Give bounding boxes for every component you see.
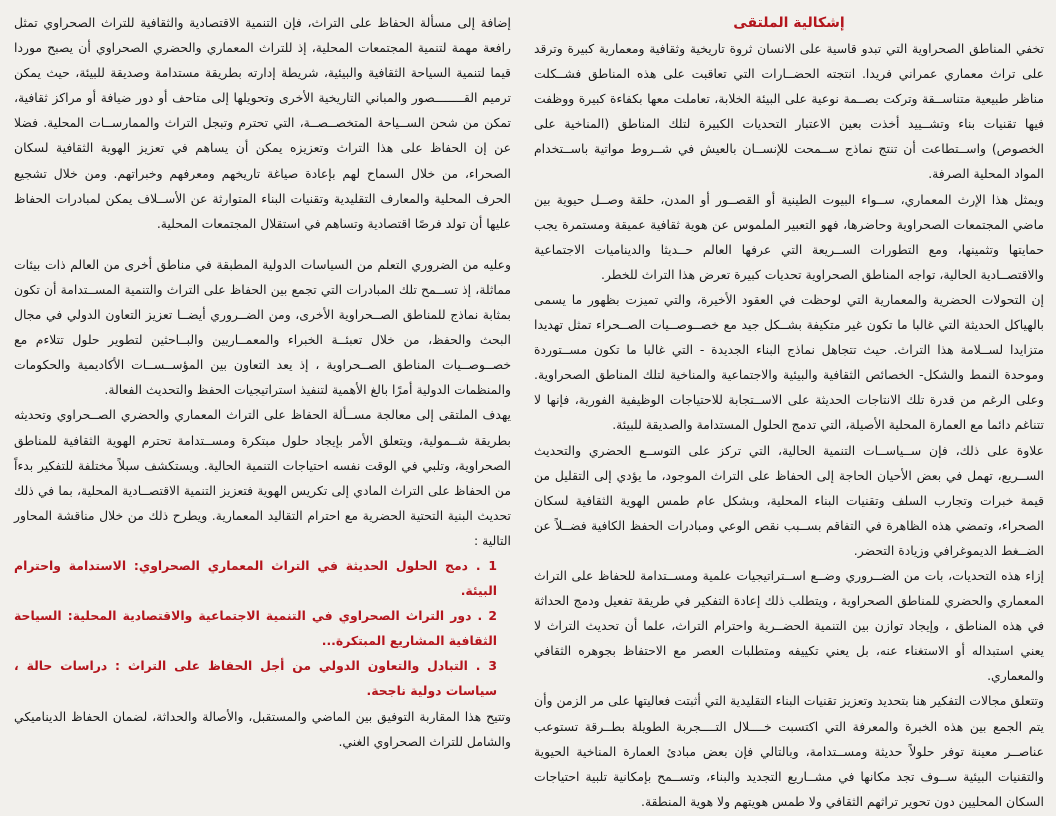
right-column <box>534 10 1044 814</box>
axes-list <box>14 553 511 704</box>
paragraph: إزاء هذه التحديات، بات من الضــروري وضــع اســتراتيجيات علمية ومســتدامة للحفاظ على التراث المعماري والحضري للمناطق الصحراوية ، ويتطلب ذلك إعادة التفكير في طريقة تفعيل ودمج الحداثة في هذه المناطق ، وإيجاد توازن بين التنمية الحضــرية واحترام التراث، علما أن تحديث التراث لا يعني استبداله أو الاستغناء عنه، بل يعني تكييفه ومتطلبات العصر مع الاحتفاظ بجوهره الثقافي والمعماري. <box>534 567 1044 684</box>
axis-item <box>14 603 497 653</box>
axis-item <box>14 653 497 703</box>
axis-number: 1 . <box>475 557 497 573</box>
spacer <box>14 236 511 252</box>
axis-item <box>14 553 497 603</box>
left-column <box>14 10 511 754</box>
paragraph: وعليه من الضروري التعلم من السياسات الدولية المطبقة في مناطق أخرى من العالم ذات بيئات مماثلة، إذ تســمح تلك المبادرات التي تجمع بين الحفاظ على التراث والتنمية المســتدامة أن تكون بمثابة نماذج للمناطق الصــحراوية الأخرى، ومن الضــروري أيضــا تعزيز التعاون الدولي في مجال البحث والحفظ، من خلال تعبئــة الخبراء والمعمــاريين والبــاحثين لتطوير حلول تتلاءم مع خصــوصــيات المناطق الصــحراوية ، إذ يعد التعاون بين المؤســســات الأكاديمية والحكومات والمنظمات الدولية أمرًا بالغ الأهمية لتنفيذ استراتيجيات الحفظ والتحديث الفعالة. <box>14 256 511 398</box>
paragraph: وتتيح هذا المقاربة التوفيق بين الماضي والمستقبل، والأصالة والحداثة، لضمان الحفاظ الديناميكي والشامل للتراث الصحراوي الغني. <box>14 708 511 749</box>
axis-text: دمج الحلول الحديثة في التراث المعماري الصحراوي: الاستدامة واحترام البيئة. <box>14 557 497 599</box>
paragraph: علاوة على ذلك، فإن ســياســات التنمية الحالية، التي تركز على التوســع الحضري والتحديث الســريع، تهمل في بعض الأحيان الحاجة إلى الحفاظ على التراث الموجود، ما يؤدي إلى التقليل من قيمة خبرات وتجارب السلف وتقنيات البناء المحلية، وبشكل عام طمس الهوية الثقافية لسكان الصحراء، وتمضي هذه الظاهرة في التفاقم بســبب نقص الوعي ومبادرات الحفظ الكافية فضــلاً عن الضــغط الديموغرافي وزيادة التحضر. <box>534 442 1044 558</box>
paragraph: يهدف الملتقى إلى معالجة مســألة الحفاظ على التراث المعماري والحضري الصــحراوي وتحديثه بطريقة شــمولية، ويتعلق الأمر بإيجاد حلول مبتكرة ومســتدامة تحترم الهوية الثقافية للمناطق الصحراوية، وتلبي في الوقت نفسه احتياجات التنمية الحالية. ويستكشف سبلاً مختلفة للتفكير بدءاً من الحفاظ على التراث المادي إلى تكريس الهوية فتعزيز التنمية الاقتصــادية المحلية، بما في ذلك تحديث البنية التحتية الحضرية مع احترام التقاليد المعمارية. ويطرح ذلك من خلال مناقشة المحاور التالية : <box>14 407 511 548</box>
paragraph: ويمثل هذا الإرث المعماري، ســواء البيوت الطينية أو القصــور أو المدن، حلقة وصــل حيوية بين ماضي المجتمعات الصحراوية وحاضرها، فهو التعبير الملموس عن هوية ثقافية عميقة ومستمرة يجب حمايتها وتثمينها، ومع التطورات الســريعة التي عرفها العالم حــديثا والديناميات الاجتماعية والاقتصــادية الحالية، تواجه المناطق الصحراوية تحديات كبيرة تعرض هذا التراث للخطر. <box>534 191 1044 282</box>
paragraph: إن التحولات الحضرية والمعمارية التي لوحظت في العقود الأخيرة، والتي تميزت بظهور ما يسمى بالهياكل الحديثة التي غالبا ما تكون غير متكيفة بشــكل جيد مع خصــوصــيات الصــحراء تمثل تهديدا متزايدا لســلامة هذا التراث. حيث تتجاهل نماذج البناء الجديدة - التي غالبا ما تكون مســتوردة وموحدة النمط والشكل- الخصائص الثقافية والبيئية والاجتماعية والمناخية لتلك المناطق الصحراوية. وعلى الرغم من قدرة تلك الانتاجات الحديثة على الاســتجابة للاحتياجات الوظيفية الفورية، فإنها لا تتناغم دائما مع العمارة المحلية الأصيلة، التي تدمج الحلول المستدامة والصديقة للبيئة. <box>534 291 1044 433</box>
axis-number: 3 . <box>475 658 497 674</box>
paragraph: وتتعلق مجالات التفكير هنا بتحديد وتعزيز تقنيات البناء التقليدية التي أثبتت فعاليتها على مر الزمن وأن يتم الجمع بين هذه الخبرة والمعرفة التي اكتسبت خــــلال التــــجربة الطويلة بطــرقة تستوعب عناصــر معينة توفر حلولاً حديثة ومســتدامة، وبالتالي فإن بعض مبادئ العمارة المناخية الحيوية والتقنيات البيئية ســوف تجد مكانها في مشــاريع التجديد والبناء، وتســمح بإمكانية تلبية احتياجات السكان المحليين دون تحوير تراثهم الثقافي ولا طمس هويتهم ولا هوية المنطقة. <box>534 693 1044 809</box>
paragraph: إضافة إلى مسألة الحفاظ على التراث، فإن التنمية الاقتصادية والثقافية للتراث الصحراوي تمثل رافعة مهمة لتنمية المجتمعات المحلية، إذ للتراث المعماري والحضري الصحراوي أن يصبح موردا قيما لتنمية السياحة الثقافية والبيئية، شريطة إدارته بطريقة مستدامة وصديقة للبيئة، حيث يمكن ترميم القــــــــصور والمباني التاريخية الأخرى وتحويلها إلى متاحف أو دور ضيافة أو مراكز ثقافية، تمكن من شحن الســياحة المتخصــصــة، التي تحترم وتبجل التراث والممارســات المحلية. فضلا عن إن الحفاظ على هذا التراث وتعزيزه يمكن أن يساهم في تعزيز الهوية الثقافية لسكان الصحراء، من خلال السماح لهم بإعادة صياغة تاريخهم ومعرفهم وخبراتهم. ومن خلال تشجيع الحرف المحلية والمعارف التقليدية وتقنيات البناء المتوارثة عن الأســلاف يمكن لمبادرات الحفاظ عليها أن تولد فرصًا اقتصادية وتساهم في استقلال المجتمعات المحلية. <box>14 15 511 231</box>
axis-number: 2 . <box>477 608 497 624</box>
axis-text: دور التراث الصحراوي في التنمية الاجتماعية والاقتصادية المحلية: السياحة الثقافية المشاريع المبتكرة... <box>14 608 497 649</box>
section-title: إشكالية الملتقى <box>733 15 845 31</box>
paragraph: تخفي المناطق الصحراوية التي تبدو قاسية على الانسان ثروة تاريخية وثقافية ومعمارية كبيرة وترقد على تراث معماري عمراني فريدا. انتجته الحضــارات التي تعاقبت على هذه المناطق فشــكلت مناظر طبيعية متناســقة وتركت بصــمة نوعية على البيئة الخلابة، تعاملت معها بكفاءة كبيرة ووظفت فيها تقنيات بناء وتشــييد أخذت بعين الاعتبار التحديات الكبيرة لتلك المناطق (المناخية على الخصوص) واســتطاعت أن تنتج نماذج ســمحت للإنســان بالعيش في شــروط مواتية باســتخدام المواد المحلية الصرفة. <box>534 41 1044 182</box>
axis-text: التبادل والتعاون الدولي من أجل الحفاظ على التراث : دراسات حالة ، سياسات دولية ناجحة. <box>14 658 497 699</box>
